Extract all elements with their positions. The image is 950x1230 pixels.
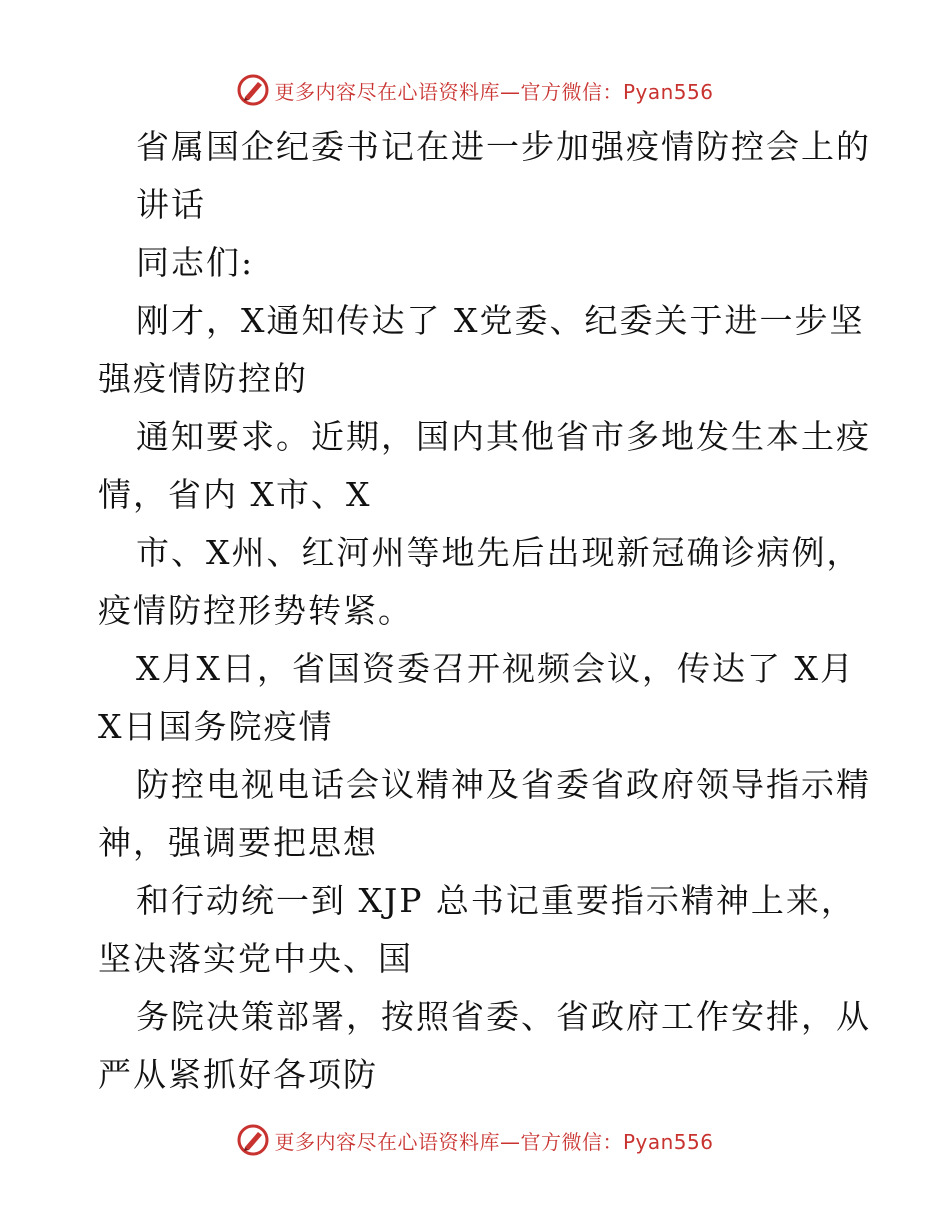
text-line: 疫情防控形势转紧。 bbox=[98, 591, 413, 630]
text-line: X日国务院疫情 bbox=[98, 707, 334, 746]
text-line: 讲话 bbox=[136, 185, 206, 224]
text-line: 和行动统一到 XJP 总书记重要指示精神上来， bbox=[136, 881, 856, 920]
header-watermark-banner bbox=[0, 70, 950, 110]
watermark-text: 更多内容尽在心语资料库—官方微信：Pyan556 bbox=[274, 79, 714, 104]
text-line: 刚才，X通知传达了 X党委、纪委关于进一步坚 bbox=[136, 301, 865, 340]
pen-circle-icon bbox=[236, 1123, 270, 1157]
text-line: 防控电视电话会议精神及省委省政府领导指示精 bbox=[136, 765, 871, 804]
text-line: 省属国企纪委书记在进一步加强疫情防控会上的 bbox=[136, 127, 871, 166]
text-line: 务院决策部署，按照省委、省政府工作安排，从 bbox=[136, 997, 871, 1036]
text-line: 坚决落实党中央、国 bbox=[98, 939, 413, 978]
text-line: 同志们: bbox=[136, 243, 255, 282]
text-line: 情，省内 X市、X bbox=[98, 475, 372, 514]
pen-circle-icon bbox=[236, 73, 270, 107]
document-body bbox=[98, 118, 871, 1104]
text-line: 市、X州、红河州等地先后出现新冠确诊病例， bbox=[136, 533, 862, 572]
text-line: 神，强调要把思想 bbox=[98, 823, 378, 862]
footer-watermark-banner bbox=[0, 1120, 950, 1160]
watermark-text: 更多内容尽在心语资料库—官方微信：Pyan556 bbox=[274, 1129, 714, 1154]
text-line: 通知要求。近期，国内其他省市多地发生本土疫 bbox=[136, 417, 871, 456]
text-line: X月X日，省国资委召开视频会议，传达了 X月 bbox=[136, 649, 855, 688]
text-line: 严从紧抓好各项防 bbox=[98, 1055, 378, 1094]
text-line: 强疫情防控的 bbox=[98, 359, 308, 398]
